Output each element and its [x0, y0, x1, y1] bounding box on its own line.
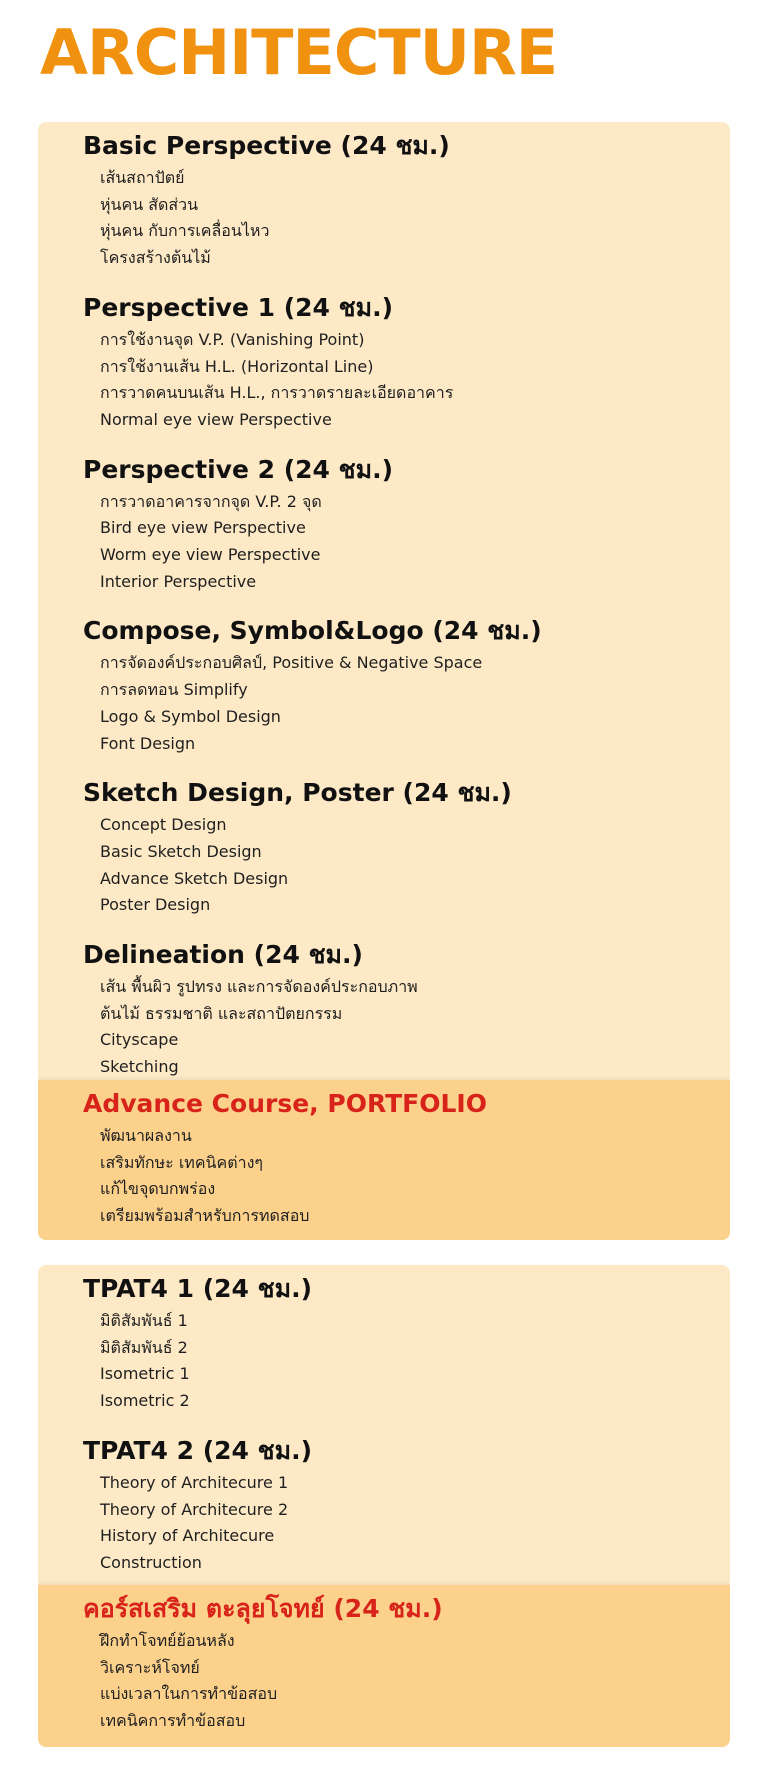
topic-item: ฝึกทำโจทย์ย้อนหลัง: [100, 1631, 235, 1650]
section-heading: Compose, Symbol&Logo (24 ชม.): [83, 616, 542, 646]
advance-course-section: [38, 1080, 730, 1240]
advance-course-section: [38, 1585, 730, 1747]
section-heading: Delineation (24 ชม.): [83, 940, 363, 970]
course-section: [38, 595, 730, 757]
topic-list: [38, 1628, 730, 1735]
topic-item: Interior Perspective: [100, 571, 257, 591]
topic-list: [38, 1308, 730, 1415]
topic-item: หุ่นคน สัดส่วน: [100, 194, 199, 214]
topic-item: หุ่นคน กับการเคลื่อนไหว: [100, 221, 270, 241]
section-heading: Perspective 1 (24 ชม.): [83, 292, 394, 322]
section-heading: TPAT4 1 (24 ชม.): [83, 1274, 313, 1303]
topic-list: [38, 812, 730, 919]
topic-item: เส้น พื้นผิว รูปทรง และการจัดองค์ประกอบภาพ: [100, 977, 418, 997]
course-section: [38, 122, 730, 272]
topic-list: [38, 650, 730, 757]
topic-item: Font Design: [100, 733, 196, 753]
topic-item: Theory of Architecure 1: [100, 1472, 289, 1492]
topic-item: แบ่งเวลาในการทำข้อสอบ: [100, 1684, 278, 1704]
topic-list: [38, 165, 730, 272]
topic-item: เตรียมพร้อมสำหรับการทดสอบ: [100, 1206, 310, 1226]
topic-item: Advance Sketch Design: [100, 868, 289, 888]
advance-heading: Advance Course, PORTFOLIO: [83, 1089, 487, 1118]
topic-item: Isometric 2: [100, 1391, 190, 1411]
topic-item: ต้นไม้ ธรรมชาติ และสถาปัตยกรรม: [100, 1003, 343, 1023]
course-section: [38, 1415, 730, 1577]
page-title: ARCHITECTURE: [40, 16, 558, 89]
topic-item: Logo & Symbol Design: [100, 706, 281, 726]
course-section: [38, 919, 730, 1081]
topic-item: Basic Sketch Design: [100, 841, 262, 861]
topic-item: โครงสร้างต้นไม้: [100, 248, 211, 268]
topic-item: Normal eye view Perspective: [100, 409, 332, 429]
topic-item: Concept Design: [100, 815, 227, 835]
section-heading: TPAT4 2 (24 ชม.): [83, 1435, 313, 1465]
topic-list: [38, 1470, 730, 1577]
topic-list: [38, 1123, 730, 1230]
topic-list: [38, 327, 730, 434]
advance-heading: คอร์สเสริม ตะลุยโจทย์ (24 ชม.): [83, 1594, 443, 1623]
section-heading: Perspective 2 (24 ชม.): [83, 454, 394, 484]
topic-list: [38, 974, 730, 1081]
topic-item: การใช้งานเส้น H.L. (Horizontal Line): [100, 356, 374, 376]
course-section: [38, 434, 730, 596]
topic-item: เสริมทักษะ เทคนิคต่างๆ: [100, 1152, 263, 1172]
topic-item: Worm eye view Perspective: [100, 545, 321, 565]
topic-item: Bird eye view Perspective: [100, 518, 306, 538]
topic-item: มิติสัมพันธ์ 1: [100, 1311, 188, 1330]
topic-item: การวาดอาคารจากจุด V.P. 2 จุด: [100, 491, 322, 511]
topic-item: แก้ไขจุดบกพร่อง: [100, 1179, 216, 1199]
section-heading: Basic Perspective (24 ชม.): [83, 131, 450, 160]
topic-item: Construction: [100, 1552, 202, 1572]
topic-item: เส้นสถาปัตย์: [100, 168, 185, 187]
topic-item: เทคนิคการทำข้อสอบ: [100, 1711, 246, 1731]
course-section: [38, 757, 730, 919]
topic-item: History of Architecure: [100, 1526, 275, 1546]
topic-item: Sketching: [100, 1057, 179, 1077]
topic-item: การลดทอน Simplify: [100, 680, 248, 700]
topic-item: Poster Design: [100, 895, 211, 915]
topic-item: การใช้งานจุด V.P. (Vanishing Point): [100, 329, 365, 349]
topic-item: Isometric 1: [100, 1364, 190, 1384]
topic-item: มิติสัมพันธ์ 2: [100, 1337, 188, 1357]
topic-item: พัฒนาผลงาน: [100, 1126, 192, 1145]
topic-item: การวาดคนบนเส้น H.L., การวาดรายละเอียดอาคาร: [100, 383, 454, 403]
architecture-course-card: [38, 122, 730, 1240]
topic-list: [38, 489, 730, 596]
course-section: [38, 1265, 730, 1415]
course-section: [38, 272, 730, 434]
tpat4-course-card: [38, 1265, 730, 1747]
topic-item: วิเคราะห์โจทย์: [100, 1657, 200, 1677]
topic-item: Theory of Architecure 2: [100, 1499, 289, 1519]
section-heading: Sketch Design, Poster (24 ชม.): [83, 778, 512, 808]
topic-item: การจัดองค์ประกอบศิลป์, Positive & Negative Space: [100, 653, 483, 673]
topic-item: Cityscape: [100, 1030, 179, 1050]
